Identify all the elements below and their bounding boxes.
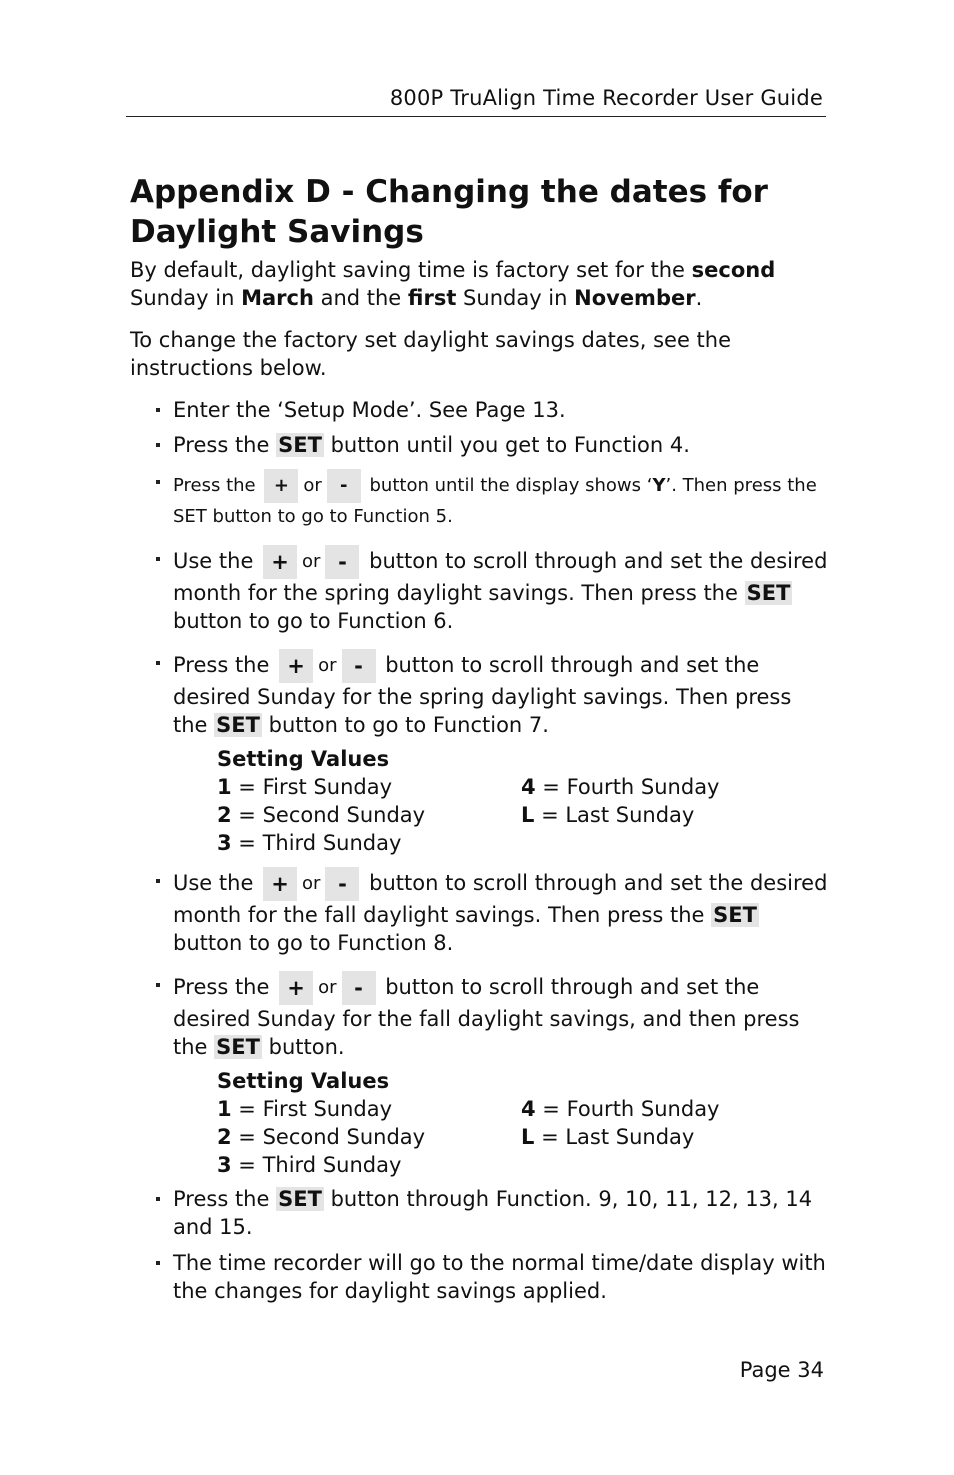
step-text: Press the [173, 475, 262, 496]
intro-text: . [695, 286, 703, 310]
setting-values-fall [130, 1067, 830, 1179]
set-key-label: SET [278, 1187, 322, 1211]
step-text: button to go to Function 8. [173, 931, 454, 955]
setting-values-row [217, 1151, 830, 1179]
plus-key: + [279, 649, 313, 683]
value-label: = Fourth Sunday [535, 775, 720, 799]
value-label: = Second Sunday [231, 803, 426, 827]
plus-key: + [279, 971, 313, 1005]
value-label: = Third Sunday [231, 1153, 402, 1177]
page-content [130, 172, 830, 1305]
intro-paragraph-default [130, 256, 830, 312]
intro-text: and the [313, 286, 408, 310]
step-text: ’. Then press the SET button to go to Function 5. [173, 475, 817, 527]
minus-key: - [325, 545, 359, 579]
value-number: 2 [217, 1125, 232, 1149]
step-list [130, 396, 830, 1305]
or-text: or [318, 655, 337, 676]
step-text: button to scroll through and set the desired month for the spring daylight savings. Then press the [173, 549, 828, 605]
display-y-value: Y [652, 475, 666, 496]
value-label: = Second Sunday [231, 1125, 426, 1149]
set-key-label: SET [216, 1035, 260, 1059]
intro-text: Sunday in [456, 286, 575, 310]
value-col2 [521, 773, 720, 801]
step-text: The time recorder will go to the normal time/date display with the changes for daylight savings applied. [173, 1251, 826, 1303]
value-number: 4 [521, 1097, 536, 1121]
step-text: Use the [173, 871, 261, 895]
setting-values-table [130, 745, 830, 857]
step-function-8 [130, 867, 830, 957]
page-title-line1: Appendix D - Changing the dates for [130, 174, 768, 210]
value-number: L [521, 1125, 535, 1149]
setting-values-row [217, 1095, 830, 1123]
setting-values-row [217, 801, 830, 829]
value-label: = Third Sunday [231, 831, 402, 855]
value-col2 [521, 1095, 720, 1123]
header-title: 800P TruAlign Time Recorder User Guide [389, 86, 823, 110]
or-text: or [303, 475, 322, 496]
plus-key: + [263, 867, 297, 901]
value-number: 3 [217, 1153, 232, 1177]
step-text: button to scroll through and set the desired month for the fall daylight savings. Then press the [173, 871, 828, 927]
step-setup-mode [130, 396, 830, 424]
step-text: button until the display shows ‘ [363, 475, 653, 496]
value-number: 1 [217, 1097, 232, 1121]
value-number: 1 [217, 775, 232, 799]
intro-bold-march: March [241, 286, 314, 310]
step-text: Press the [173, 1187, 277, 1211]
plus-key: + [264, 469, 298, 503]
setting-values-table [130, 1067, 830, 1179]
minus-key: - [342, 649, 376, 683]
intro-paragraph-instructions: To change the factory set daylight savings dates, see the instructions below. [130, 328, 732, 380]
step-functions-9-15 [130, 1185, 830, 1241]
setting-values-row [217, 1123, 830, 1151]
intro-bold-first: first [407, 286, 457, 310]
step-text: button until you get to Function 4. [323, 433, 690, 457]
value-number: 4 [521, 775, 536, 799]
value-label: = Last Sunday [534, 1125, 695, 1149]
setting-values-row [217, 829, 830, 857]
set-key-label: SET [746, 581, 791, 605]
step-normal-display [130, 1249, 830, 1305]
set-key-label: SET [278, 433, 322, 457]
step-text: Press the [173, 975, 277, 999]
or-text: or [302, 551, 321, 572]
set-key-label: SET [216, 713, 260, 737]
step-text: button to scroll through and set the desired Sunday for the spring daylight savings. Then press the [173, 653, 792, 737]
step-text: Press the [173, 433, 277, 457]
intro-text: Sunday in [130, 286, 242, 310]
value-col2 [521, 1123, 694, 1151]
minus-key: - [327, 469, 361, 503]
minus-key: - [342, 971, 376, 1005]
setting-values-title: Setting Values [217, 1069, 390, 1093]
or-text: or [302, 873, 321, 894]
step-text: Enter the ‘Setup Mode’. See Page 13. [173, 398, 566, 422]
step-text: button to go to Function 7. [261, 713, 549, 737]
minus-key: - [325, 867, 359, 901]
value-col2 [521, 801, 694, 829]
step-function-8-sunday [130, 971, 830, 1061]
intro-bold-second: second [691, 258, 776, 282]
set-key-label: SET [713, 903, 757, 927]
step-text: button to scroll through and set the desired Sunday for the fall daylight savings, and then press the [173, 975, 800, 1059]
step-function-5 [130, 469, 830, 531]
step-text: Press the [173, 653, 277, 677]
step-text: Use the [173, 549, 261, 573]
setting-values-row [217, 773, 830, 801]
value-label: = First Sunday [231, 775, 393, 799]
plus-key: + [263, 545, 297, 579]
page-number: Page 34 [739, 1358, 824, 1382]
intro-bold-november: November [574, 286, 696, 310]
value-label: = Last Sunday [534, 803, 695, 827]
value-label: = Fourth Sunday [535, 1097, 720, 1121]
step-function-4 [130, 431, 830, 459]
setting-values-title: Setting Values [217, 747, 390, 771]
step-text: button to go to Function 6. [173, 609, 454, 633]
intro-text: By default, daylight saving time is factory set for the [130, 258, 692, 282]
page-header [126, 86, 826, 117]
value-number: 2 [217, 803, 232, 827]
step-text: button through Function. 9, 10, 11, 12, 13, 14 and 15. [173, 1187, 813, 1239]
page-title-line2: Daylight Savings [130, 214, 424, 250]
step-text: button. [261, 1035, 345, 1059]
value-label: = First Sunday [231, 1097, 393, 1121]
step-function-6 [130, 545, 830, 635]
value-number: 3 [217, 831, 232, 855]
setting-values-spring [130, 745, 830, 857]
page-title [130, 172, 830, 252]
step-function-7 [130, 649, 830, 739]
or-text: or [318, 977, 337, 998]
value-number: L [521, 803, 535, 827]
